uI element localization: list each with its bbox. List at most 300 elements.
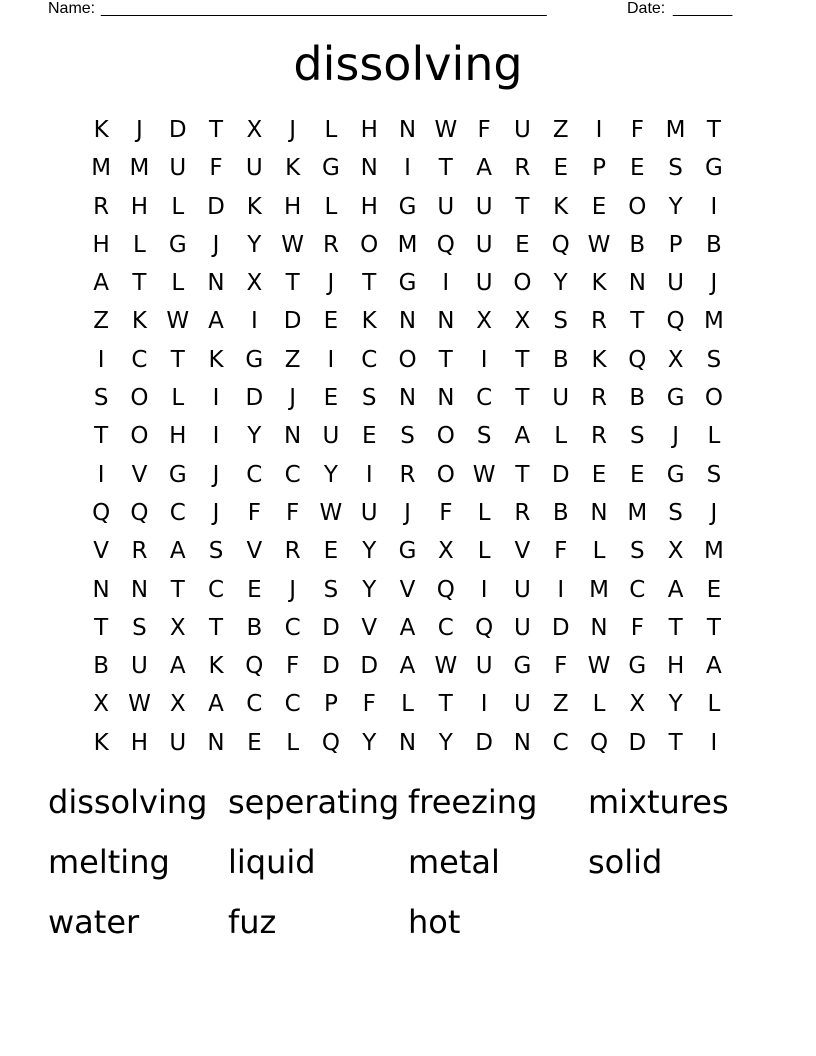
grid-letter: C [246, 691, 263, 718]
grid-row [82, 264, 734, 302]
grid-letter: Q [321, 729, 340, 756]
grid-letter: I [404, 155, 411, 182]
grid-letter: S [323, 576, 339, 603]
grid-letter: G [666, 461, 685, 488]
grid-letter: E [591, 193, 607, 220]
grid-letter: T [170, 346, 185, 373]
grid-letter: U [475, 193, 493, 220]
grid-letter: N [513, 729, 532, 756]
grid-letter: J [404, 499, 411, 526]
grid-letter: Y [323, 461, 338, 488]
word-list-item: dissolving [48, 783, 208, 821]
grid-letter: S [132, 614, 147, 641]
grid-letter: J [289, 117, 297, 143]
grid-letter: U [437, 193, 455, 220]
grid-letter: E [706, 576, 722, 603]
grid-letter: X [93, 691, 110, 718]
grid-letter: Q [666, 308, 685, 335]
grid-letter: X [514, 308, 531, 335]
grid-letter: M [627, 499, 648, 526]
grid-letter: L [477, 538, 491, 565]
grid-letter: S [668, 155, 683, 182]
grid-row [82, 647, 734, 685]
grid-row [82, 188, 734, 226]
grid-letter: F [209, 155, 223, 182]
name-label: Name: [48, 0, 96, 17]
grid-letter: A [208, 691, 224, 718]
grid-row [82, 111, 734, 149]
grid-letter: D [628, 729, 647, 756]
word-list-item: liquid [228, 843, 316, 881]
grid-letter: G [398, 270, 417, 297]
grid-letter: M [665, 117, 686, 143]
grid-letter: F [247, 499, 261, 526]
date-label: Date: [627, 0, 666, 17]
grid-letter: N [360, 155, 378, 182]
grid-letter: C [169, 499, 186, 526]
grid-letter: J [327, 270, 335, 297]
grid-letter: M [703, 308, 724, 335]
grid-letter: E [361, 423, 377, 450]
grid-letter: B [93, 653, 110, 680]
grid-letter: N [590, 499, 608, 526]
grid-letter: T [285, 270, 300, 297]
word-list-item: water [48, 903, 140, 941]
grid-letter: L [324, 193, 338, 220]
grid-letter: H [360, 117, 378, 143]
grid-letter: I [365, 461, 373, 488]
grid-letter: X [667, 346, 684, 373]
grid-letter: V [399, 576, 416, 603]
grid-row [82, 302, 734, 340]
grid-letter: D [283, 308, 302, 335]
grid-letter: L [707, 691, 721, 718]
grid-letter: T [170, 576, 185, 603]
word-list-item: solid [588, 843, 663, 881]
grid-letter: N [284, 423, 302, 450]
grid-letter: S [476, 423, 492, 450]
grid-row [82, 724, 734, 762]
grid-letter: G [666, 385, 685, 412]
grid-letter: M [397, 231, 418, 258]
grid-letter: U [513, 691, 531, 718]
grid-letter: K [246, 193, 262, 220]
grid-letter: N [398, 308, 417, 335]
grid-letter: E [630, 461, 645, 488]
grid-letter: L [554, 423, 568, 450]
grid-letter: U [513, 117, 531, 143]
grid-letter: J [710, 499, 718, 526]
grid-letter: T [438, 155, 453, 182]
grid-letter: D [551, 461, 570, 488]
grid-letter: X [629, 691, 646, 718]
grid-letter: E [515, 231, 530, 258]
grid-letter: I [595, 117, 603, 143]
grid-letter: Y [247, 231, 262, 258]
grid-letter: N [130, 576, 149, 603]
word-list-item: fuz [228, 903, 277, 941]
grid-letter: P [592, 155, 606, 182]
grid-letter: Q [130, 499, 149, 526]
grid-letter: B [552, 346, 569, 373]
grid-letter: M [129, 155, 150, 182]
grid-letter: C [476, 385, 493, 412]
grid-letter: T [209, 614, 224, 641]
grid-letter: Y [553, 270, 568, 297]
grid-letter: S [553, 308, 569, 335]
grid-letter: A [93, 270, 110, 297]
grid-letter: N [92, 576, 110, 603]
grid-letter: L [171, 193, 185, 220]
grid-letter: S [400, 423, 415, 450]
grid-letter: J [289, 576, 297, 603]
grid-letter: D [475, 729, 493, 756]
grid-letter: I [97, 461, 105, 488]
grid-letter: Z [93, 308, 110, 335]
grid-letter: D [322, 614, 340, 641]
grid-letter: V [93, 538, 110, 565]
grid-letter: C [437, 614, 454, 641]
grid-letter: R [591, 423, 607, 450]
grid-letter: Y [668, 691, 683, 718]
grid-letter: U [245, 155, 263, 182]
grid-letter: I [97, 346, 105, 373]
grid-letter: I [557, 576, 565, 603]
grid-letter: S [630, 423, 645, 450]
grid-letter: Z [552, 117, 569, 143]
grid-letter: O [436, 461, 455, 488]
grid-letter: C [361, 346, 378, 373]
grid-letter: G [628, 653, 647, 680]
grid-letter: J [289, 385, 297, 412]
grid-letter: D [245, 385, 264, 412]
grid-letter: C [629, 576, 646, 603]
grid-letter: K [285, 155, 301, 182]
letter-grid [82, 111, 734, 762]
grid-letter: B [706, 231, 722, 258]
grid-letter: Q [551, 231, 570, 258]
grid-row [82, 609, 734, 647]
grid-letter: T [706, 117, 721, 143]
grid-letter: Q [628, 346, 647, 373]
grid-letter: U [552, 385, 570, 412]
grid-letter: D [207, 193, 225, 220]
grid-letter: F [477, 117, 491, 143]
grid-row [82, 417, 734, 455]
grid-letter: V [361, 614, 378, 641]
grid-letter: J [212, 461, 220, 488]
grid-letter: X [169, 691, 186, 718]
grid-letter: Q [92, 499, 111, 526]
grid-letter: T [668, 614, 683, 641]
word-list-item: melting [48, 843, 170, 881]
grid-letter: Y [438, 729, 453, 756]
grid-letter: Y [362, 538, 377, 565]
grid-letter: U [169, 155, 187, 182]
grid-letter: C [284, 614, 301, 641]
grid-letter: D [322, 653, 340, 680]
grid-letter: I [710, 193, 718, 220]
grid-letter: R [322, 231, 339, 258]
grid-letter: K [591, 270, 607, 297]
grid-letter: X [437, 538, 454, 565]
grid-letter: I [442, 270, 450, 297]
grid-letter: U [131, 653, 148, 680]
grid-letter: G [513, 653, 532, 680]
grid-row [82, 341, 734, 379]
grid-row [82, 685, 734, 723]
grid-letter: U [475, 270, 493, 297]
grid-letter: T [438, 691, 453, 718]
grid-letter: B [629, 231, 646, 258]
grid-letter: F [286, 653, 300, 680]
grid-letter: V [514, 538, 531, 565]
grid-letter: U [475, 231, 493, 258]
grid-letter: Q [589, 729, 609, 756]
grid-letter: T [668, 729, 683, 756]
grid-letter: B [629, 385, 646, 412]
grid-row [82, 571, 734, 609]
grid-letter: T [94, 614, 109, 641]
grid-letter: A [169, 538, 186, 565]
puzzle-title: dissolving [293, 37, 523, 91]
grid-letter: O [628, 193, 647, 220]
grid-letter: I [480, 346, 488, 373]
name-blank-line: _____________________________________________________ [101, 0, 547, 17]
grid-letter: U [513, 614, 531, 641]
grid-letter: T [515, 346, 530, 373]
grid-row [82, 149, 734, 187]
grid-letter: N [398, 117, 417, 143]
word-list-item: hot [408, 903, 461, 941]
grid-letter: C [284, 461, 301, 488]
grid-letter: P [323, 691, 338, 718]
grid-letter: W [587, 653, 611, 680]
grid-letter: E [630, 155, 645, 182]
grid-letter: U [513, 576, 531, 603]
grid-letter: C [552, 729, 569, 756]
word-list-item: freezing [408, 783, 538, 821]
grid-letter: S [706, 346, 722, 373]
grid-letter: H [360, 193, 378, 220]
grid-letter: X [246, 270, 263, 297]
grid-letter: U [169, 729, 187, 756]
grid-letter: E [553, 155, 568, 182]
grid-letter: M [703, 538, 724, 565]
grid-letter: K [93, 729, 109, 756]
grid-letter: L [286, 729, 300, 756]
grid-letter: K [591, 346, 607, 373]
grid-letter: A [667, 576, 684, 603]
grid-letter: L [171, 385, 185, 412]
grid-letter: J [212, 231, 220, 258]
grid-row [82, 494, 734, 532]
grid-letter: H [283, 193, 302, 220]
grid-letter: T [362, 270, 377, 297]
grid-letter: G [704, 155, 723, 182]
grid-letter: R [591, 308, 607, 335]
grid-letter: E [247, 576, 262, 603]
grid-letter: D [551, 614, 570, 641]
grid-letter: W [434, 117, 458, 143]
grid-letter: F [630, 117, 644, 143]
grid-letter: Z [284, 346, 301, 373]
grid-letter: K [208, 346, 224, 373]
grid-letter: I [250, 308, 258, 335]
grid-letter: T [515, 461, 530, 488]
grid-letter: X [667, 538, 684, 565]
grid-letter: H [666, 653, 685, 680]
grid-letter: E [591, 461, 607, 488]
grid-letter: A [399, 614, 416, 641]
grid-letter: V [131, 461, 148, 488]
grid-letter: O [704, 385, 723, 412]
grid-letter: L [401, 691, 414, 718]
grid-letter: G [245, 346, 264, 373]
grid-letter: Y [247, 423, 262, 450]
grid-letter: H [130, 193, 149, 220]
grid-letter: F [362, 691, 376, 718]
grid-letter: P [668, 231, 683, 258]
header-line [48, 0, 748, 20]
grid-letter: T [515, 193, 530, 220]
grid-letter: K [131, 308, 147, 335]
grid-letter: A [169, 653, 186, 680]
word-list-item: mixtures [588, 783, 729, 821]
grid-letter: Z [552, 691, 569, 718]
grid-letter: O [513, 270, 532, 297]
grid-letter: E [323, 538, 339, 565]
grid-letter: F [439, 499, 453, 526]
grid-letter: S [706, 461, 722, 488]
grid-letter: X [246, 117, 263, 143]
grid-letter: O [130, 385, 149, 412]
grid-letter: A [706, 653, 722, 680]
grid-letter: G [168, 461, 187, 488]
grid-letter: F [630, 614, 644, 641]
grid-letter: L [477, 499, 491, 526]
grid-letter: W [434, 653, 458, 680]
grid-letter: G [322, 155, 340, 182]
grid-row [82, 456, 734, 494]
grid-letter: Y [362, 729, 377, 756]
grid-letter: J [672, 423, 679, 450]
grid-letter: I [480, 576, 488, 603]
grid-letter: K [208, 653, 224, 680]
grid-letter: S [630, 538, 645, 565]
grid-letter: N [398, 729, 417, 756]
grid-letter: S [93, 385, 109, 412]
grid-letter: N [207, 270, 225, 297]
grid-letter: K [553, 193, 569, 220]
grid-letter: N [437, 385, 455, 412]
grid-letter: A [514, 423, 531, 450]
grid-letter: F [286, 499, 300, 526]
word-list-item: metal [408, 843, 500, 881]
grid-letter: L [707, 423, 721, 450]
grid-letter: M [91, 155, 112, 182]
grid-letter: T [706, 614, 721, 641]
grid-letter: Q [436, 576, 455, 603]
grid-letter: W [128, 691, 151, 718]
grid-letter: U [360, 499, 378, 526]
grid-letter: O [130, 423, 149, 450]
grid-letter: T [630, 308, 645, 335]
grid-letter: T [132, 270, 147, 297]
grid-letter: E [247, 729, 262, 756]
grid-letter: D [360, 653, 379, 680]
grid-letter: R [131, 538, 148, 565]
grid-letter: I [710, 729, 718, 756]
grid-letter: W [166, 308, 190, 335]
grid-letter: M [589, 576, 609, 603]
grid-letter: O [360, 231, 379, 258]
grid-letter: R [93, 193, 110, 220]
grid-letter: B [552, 499, 569, 526]
grid-letter: F [554, 653, 568, 680]
grid-letter: Q [475, 614, 494, 641]
grid-letter: J [212, 499, 220, 526]
grid-letter: H [169, 423, 187, 450]
grid-letter: H [92, 231, 110, 258]
grid-letter: N [207, 729, 225, 756]
grid-letter: N [437, 308, 455, 335]
grid-letter: E [323, 308, 339, 335]
grid-letter: B [246, 614, 263, 641]
grid-letter: N [628, 270, 646, 297]
grid-letter: S [668, 499, 683, 526]
grid-row [82, 226, 734, 264]
grid-letter: K [93, 117, 109, 143]
grid-letter: R [514, 155, 531, 182]
grid-letter: O [398, 346, 417, 373]
grid-letter: Y [362, 576, 377, 603]
grid-letter: L [592, 538, 606, 565]
grid-letter: I [212, 423, 220, 450]
grid-letter: G [398, 538, 417, 565]
grid-letter: S [361, 385, 377, 412]
grid-letter: I [327, 346, 335, 373]
grid-letter: C [246, 461, 263, 488]
grid-letter: N [590, 614, 608, 641]
grid-letter: T [209, 117, 224, 143]
grid-letter: T [438, 346, 453, 373]
grid-letter: C [131, 346, 148, 373]
grid-letter: A [208, 308, 224, 335]
grid-letter: R [514, 499, 531, 526]
grid-letter: H [130, 729, 149, 756]
grid-letter: A [399, 653, 416, 680]
grid-letter: U [475, 653, 493, 680]
grid-letter: R [591, 385, 607, 412]
grid-letter: J [136, 117, 143, 143]
grid-letter: R [399, 461, 416, 488]
grid-letter: U [667, 270, 685, 297]
grid-letter: L [592, 691, 606, 718]
grid-letter: C [208, 576, 225, 603]
grid-letter: S [208, 538, 224, 565]
grid-letter: W [281, 231, 304, 258]
grid-row [82, 379, 734, 417]
grid-letter: T [94, 423, 109, 450]
grid-letter: R [284, 538, 301, 565]
grid-letter: W [472, 461, 496, 488]
grid-letter: X [169, 614, 186, 641]
grid-letter: O [436, 423, 455, 450]
grid-letter: Q [245, 653, 264, 680]
grid-letter: L [324, 117, 338, 143]
word-list-item: seperating [228, 783, 400, 821]
